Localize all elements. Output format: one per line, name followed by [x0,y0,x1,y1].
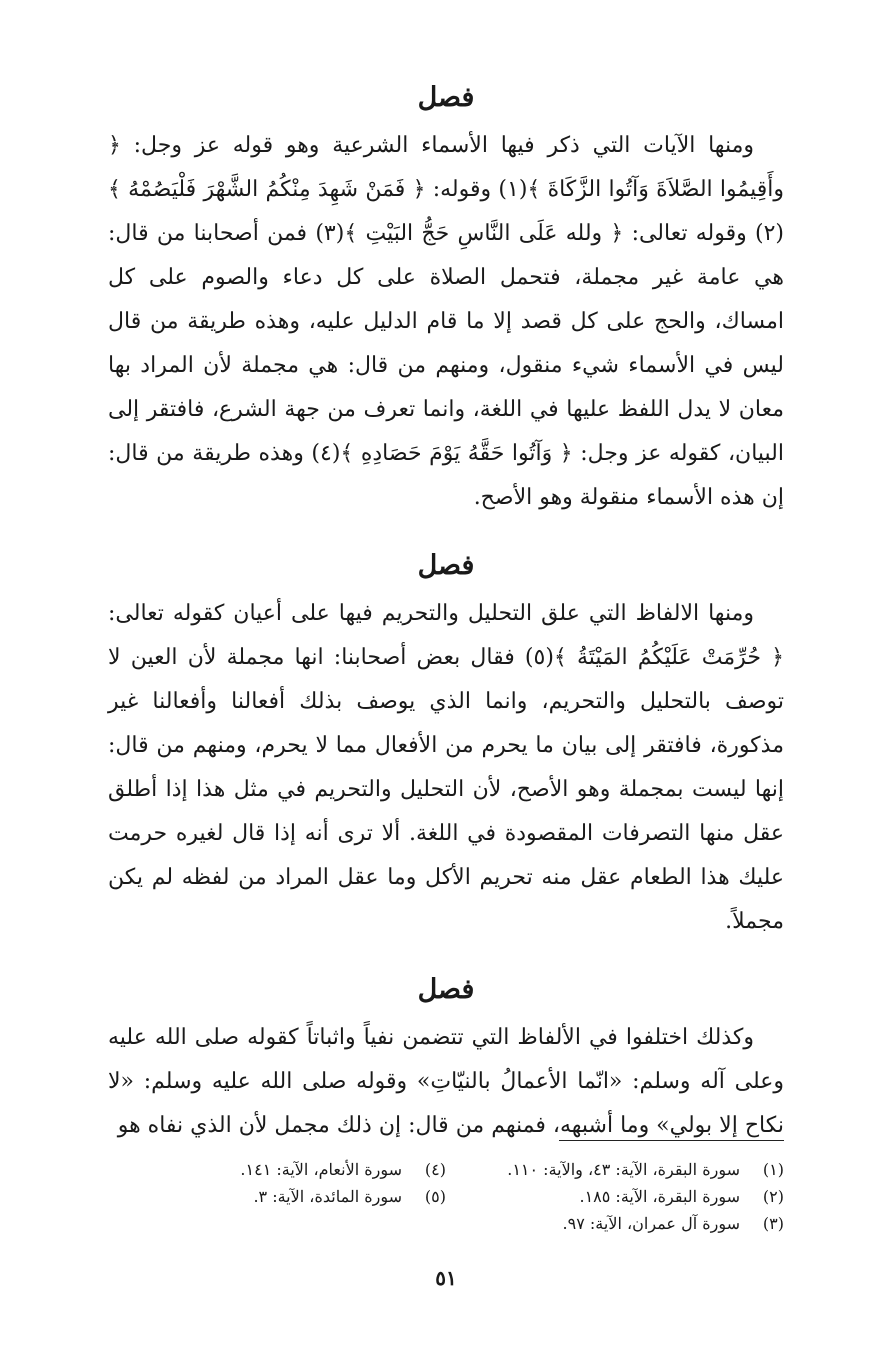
footnote-text: سورة الأنعام، الآية: ١٤١. [240,1160,402,1179]
section-paragraph: وكذلك اختلفوا في الألفاظ التي تتضمن نفياً واثباتاً كقوله صلى الله عليه وعلى آله وسلم: «انّما الأعمالُ بالنيّاتِ» وقوله صلى الله عليه وسلم: «لا نكاح إلا بولي» وما أشبهه، فمنهم من قال: إن ذلك مجمل لأن الذي نفاه هو [108,1025,784,1138]
footnote-text: سورة البقرة، الآية: ١٨٥. [579,1187,740,1206]
section-paragraph: ومنها الالفاظ التي علق التحليل والتحريم فيها على أعيان كقوله تعالى: ﴿ حُرِّمَتْ عَلَيْكُمُ المَيْتَةُ ﴾(٥) فقال بعض أصحابنا: انها مجملة لأن العين لا توصف بالتحليل والتحريم، وانما الذي يوصف بذلك أفعالنا وأفعالنا غير مذكورة، فافتقر إلى بيان ما يحرم من الأفعال مما لا يحرم، ومنهم من قال: إنها ليست بمجملة وهو الأصح، لأن التحليل والتحريم في مثل هذا إذا أطلق عقل منها التصرفات المقصودة في اللغة. ألا ترى أنه إذا قال لغيره حرمت عليك هذا الطعام عقل منه تحريم الأكل وما عقل المراد من لفظه لم يكن مجملاً. [108,601,784,934]
footnotes [108,1156,784,1237]
section-heading: فصل [417,974,475,1005]
book-page [108,78,784,1368]
page-number: ٥١ [435,1266,457,1290]
section-heading: فصل [417,82,475,113]
section-heading: فصل [417,550,475,581]
footnote-item [108,1156,446,1183]
footnote-number: (٢) [762,1187,784,1206]
footnote-number: (٤) [424,1160,446,1179]
footnote-number: (١) [762,1160,784,1179]
footnote-row [108,1210,784,1237]
footnote-row [108,1183,784,1210]
section-paragraph: ومنها الآيات التي ذكر فيها الأسماء الشرعية وهو قوله عز وجل: ﴿ وأَقِيمُوا الصَّلاَةَ وَآتُوا الزَّكَاةَ ﴾(١) وقوله: ﴿ فَمَنْ شَهِدَ مِنْكُمُ الشَّهْرَ فَلْيَصُمْهُ ﴾(٢) وقوله تعالى: ﴿ ولله عَلَى النَّاسِ حَجُّ البَيْتِ ﴾(٣) فمن أصحابنا من قال: هي عامة غير مجملة، فتحمل الصلاة على كل دعاء والصوم على كل امساك، والحج على كل قصد إلا ما قام الدليل عليه، وهذه طريقة من قال ليس في الأسماء شيء منقول، ومنهم من قال: هي مجملة لأن المراد بها معان لا يدل اللفظ عليها في اللغة، وانما تعرف من جهة الشرع، فافتقر إلى البيان، كقوله عز وجل: ﴿ وَآتُوا حَقَّهُ يَوْمَ حَصَادِهِ ﴾(٤) وهذه طريقة من قال: إن هذه الأسماء منقولة وهو الأصح. [108,133,785,510]
footnote-text: سورة المائدة، الآية: ٣. [253,1187,402,1206]
footnote-item [108,1210,446,1237]
footnote-number [402,1210,446,1237]
footnote-text: سورة آل عمران، الآية: ٩٧. [562,1214,740,1233]
footnote-row [108,1156,784,1183]
footnote-item [108,1183,446,1210]
footnote-number: (٣) [762,1214,784,1233]
footnote-item [446,1156,784,1183]
footnote-item [446,1183,784,1210]
footnote-text: سورة البقرة، الآية: ٤٣، والآية: ١١٠. [507,1160,740,1179]
footnote-number: (٥) [424,1187,446,1206]
footnote-item [446,1210,784,1237]
footnote-divider [559,1140,784,1141]
